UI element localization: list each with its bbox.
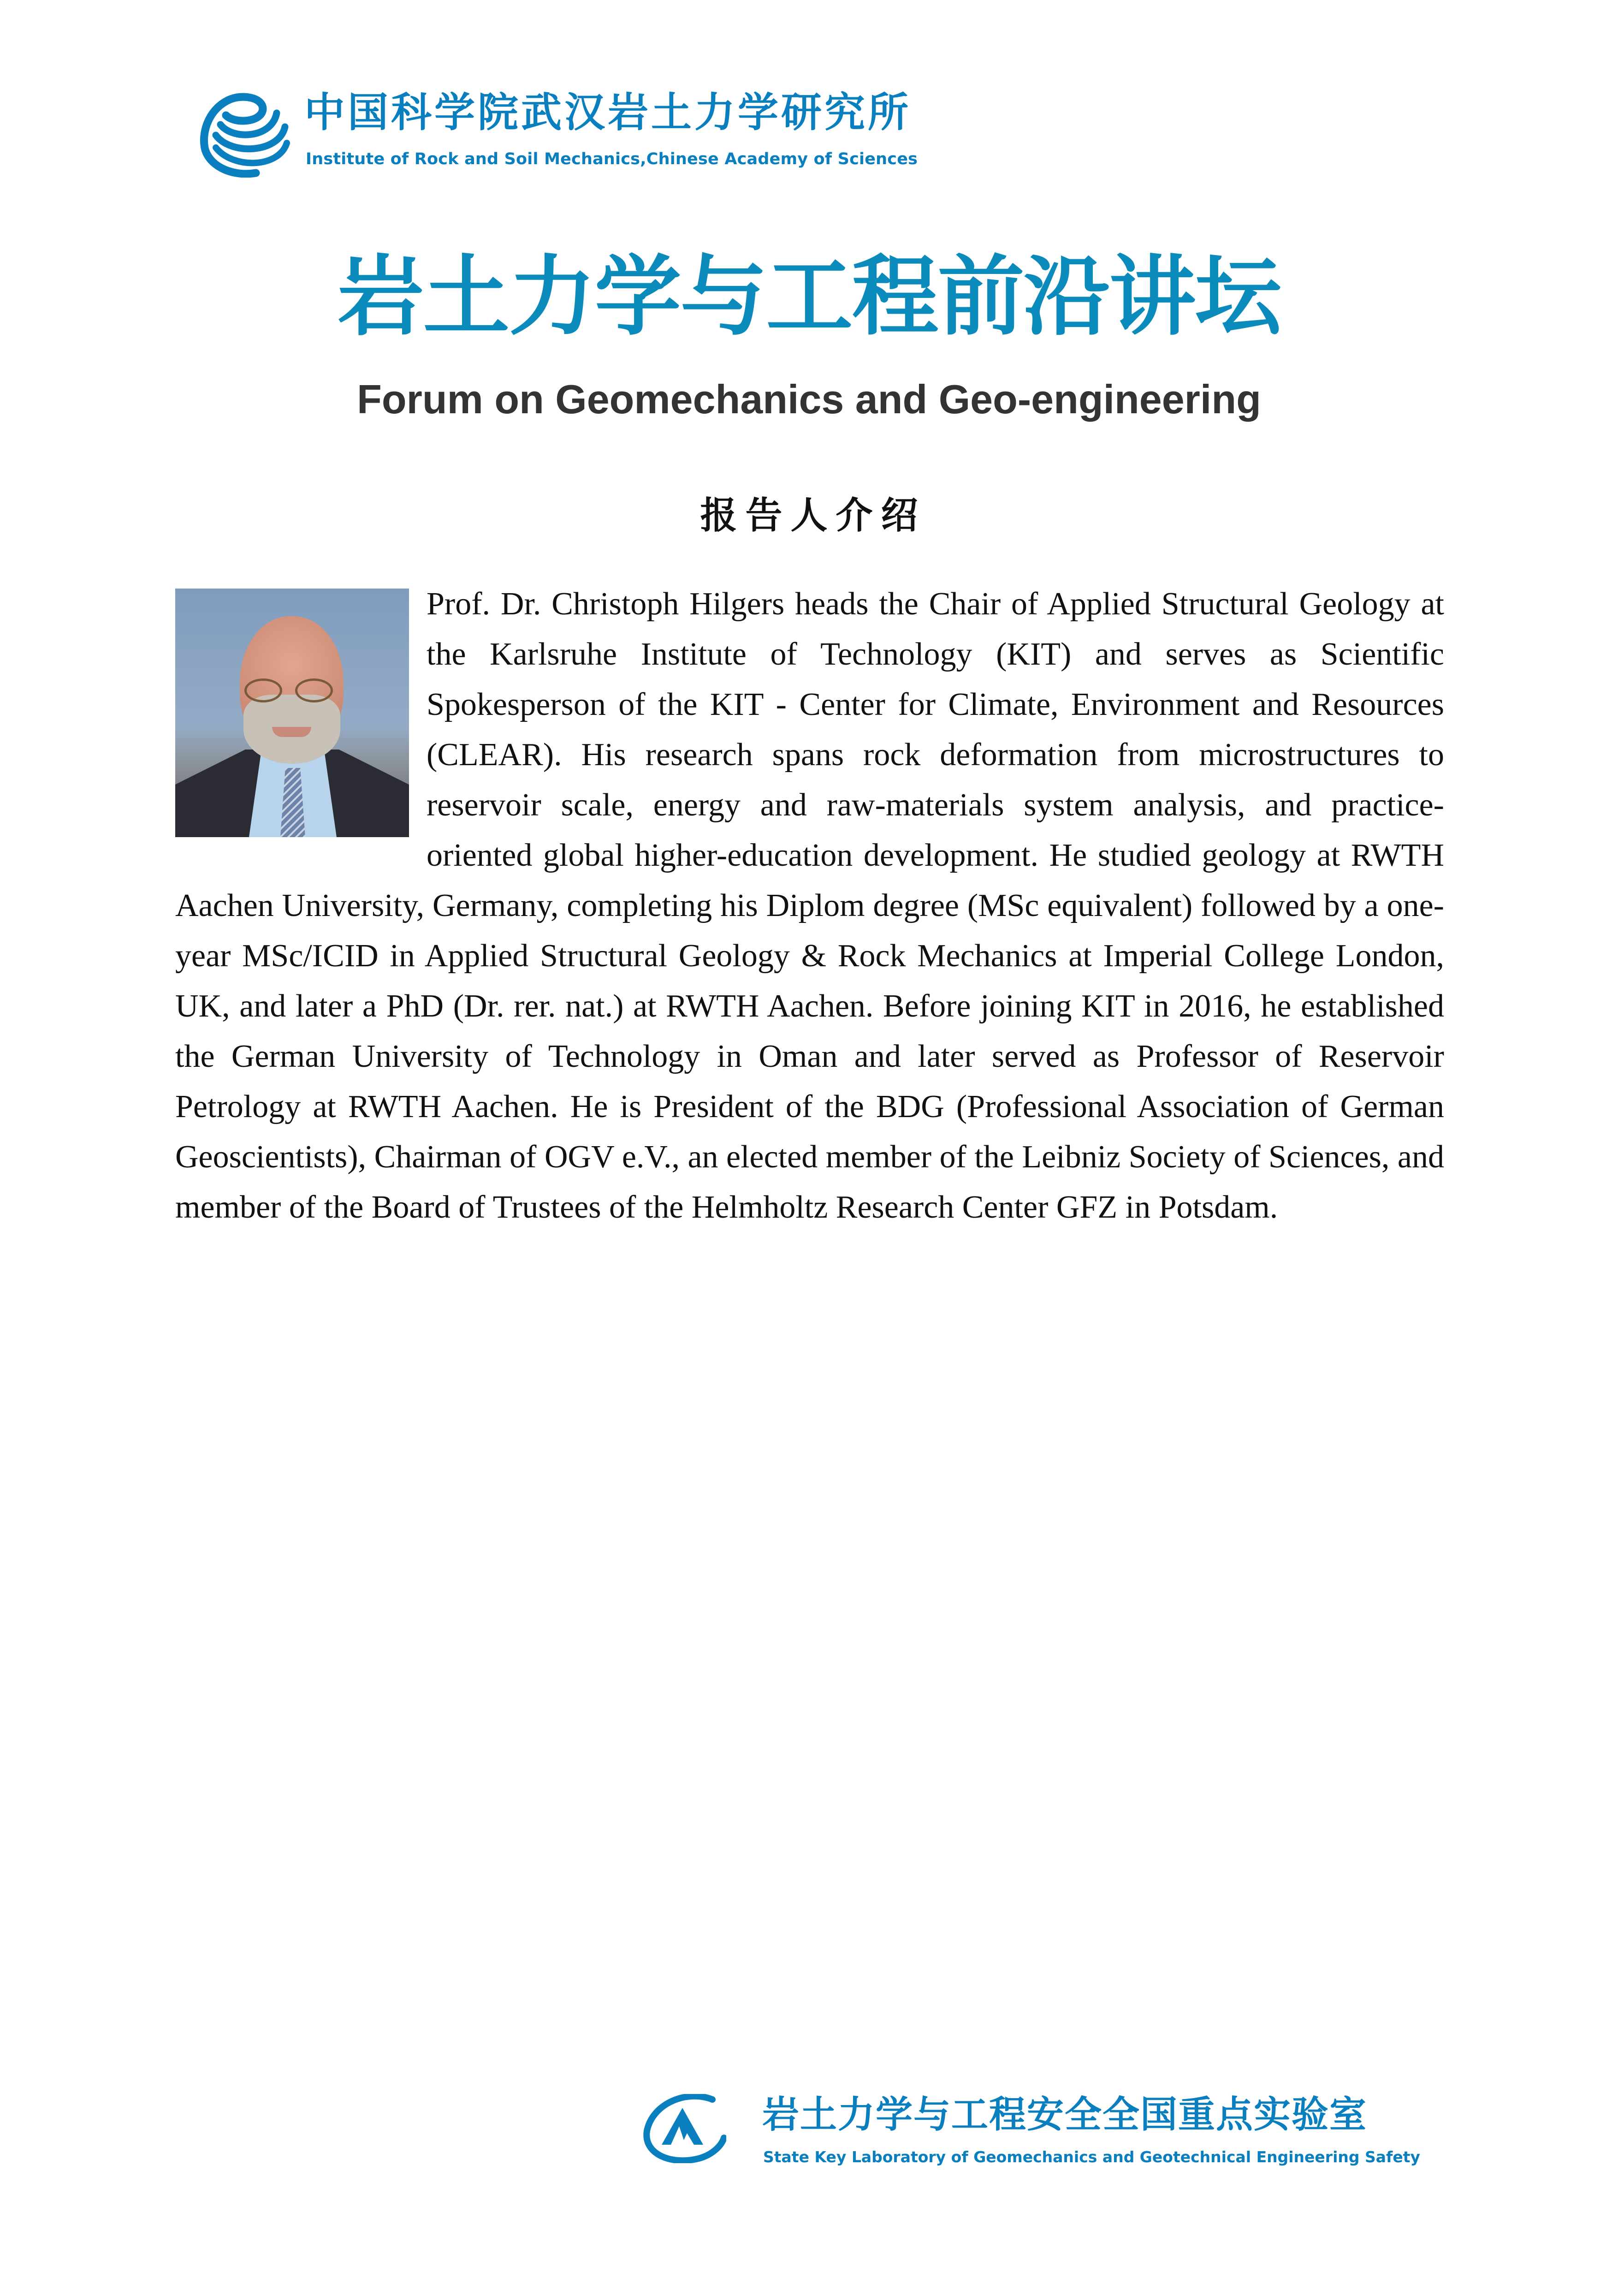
lab-name-cn: 岩土力学与工程安全全国重点实验室: [762, 2093, 1367, 2136]
forum-title-cn: 岩土力学与工程前沿讲坛: [337, 246, 1281, 347]
mountain-ring-icon: [643, 2094, 726, 2163]
lab-logo: [643, 2085, 1436, 2172]
speaker-bio-block: [175, 579, 1444, 1232]
institute-name-cn: 中国科学院武汉岩土力学研究所: [304, 89, 912, 136]
photo-mouth: [272, 727, 311, 737]
speaker-photo: [175, 589, 409, 837]
section-heading-speaker-intro: 报告人介绍: [700, 494, 926, 537]
institute-logo: [198, 88, 982, 180]
lab-name-en: State Key Laboratory of Geomechanics and Geotechnical Engineering Safety: [763, 2148, 1421, 2166]
photo-glasses-right: [295, 678, 333, 702]
photo-glasses-left: [244, 678, 282, 702]
speaker-bio-text: Prof. Dr. Christoph Hilgers heads the Chair of Applied Structural Geology at the Karlsruhe Institute of Technology (KIT) and serves as Scientific Spokesperson of the KIT - Center for Climate, Environment and Resources (CLEAR). His research spans rock deformation from microstructures to reservoir scale, energy and raw-materials system analysis, and practice-oriented global higher-education development. He studied geology at RWTH Aachen University, Germany, completing his Diplom degree (MSc equivalent) followed by a one-year MSc/ICID in Applied Structural Geology & Rock Mechanics at Imperial College London, UK, and later a PhD (Dr. rer. nat.) at RWTH Aachen. Before joining KIT in 2016, he established the German University of Technology in Oman and later served as Professor of Reservoir Petrology at RWTH Aachen. He is President of the BDG (Professional Association of German Geoscientists), Chairman of OGV e.V., an elected member of the Leibniz Society of Sciences, and member of the Board of Trustees of the Helmholtz Research Center GFZ in Potsdam.: [175, 586, 1444, 1225]
spiral-globe-icon: [198, 90, 290, 178]
forum-title-en: Forum on Geomechanics and Geo-engineering: [357, 376, 1261, 422]
institute-name-en: Institute of Rock and Soil Mechanics,Chinese Academy of Sciences: [306, 150, 918, 168]
